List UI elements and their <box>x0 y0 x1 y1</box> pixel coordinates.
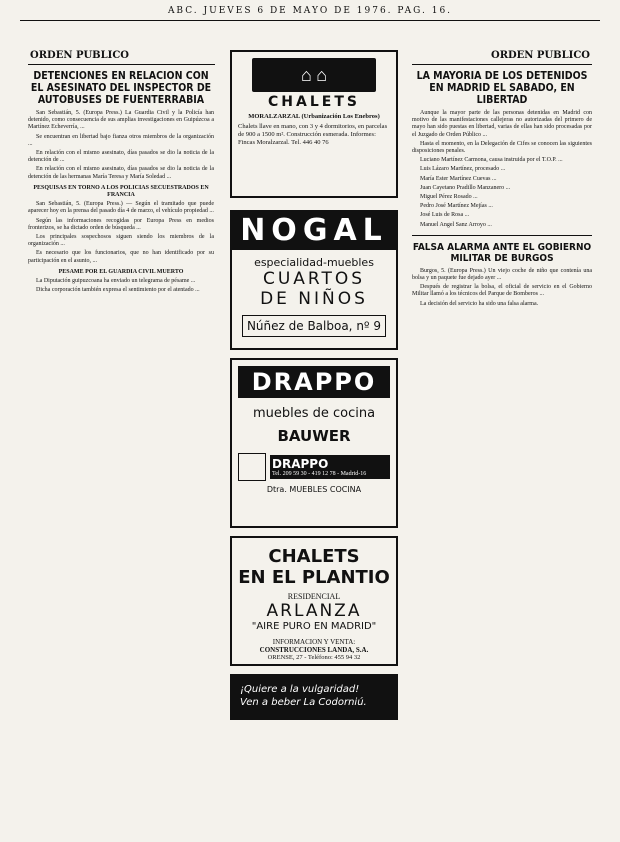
article-paragraph: Manuel Angel Sanz Arroyo ... <box>420 221 492 228</box>
article-paragraph: Los principales sospechosos siguen siendo los miembros de la organización ... <box>28 234 214 248</box>
kitchen-icon <box>238 453 266 481</box>
plantio-line4: ARLANZA <box>266 601 362 621</box>
plantio-line1: CHALETS <box>268 546 360 567</box>
article-paragraph: Miguel Pérez Rosado ... <box>420 194 478 201</box>
ad-codorniu <box>230 674 398 720</box>
article-paragraph: Después de registrar la bolsa, el oficial de servicio en el Gobierno Militar llamó a los técnicos del Parque de Bomberos ... <box>412 284 592 298</box>
article-paragraph: Dicha corporación también expresa el sentimiento por el atentado ... <box>36 287 200 294</box>
article-paragraph: Es necesario que los funcionarios, que no han identificado por su participación en el asunto, ... <box>28 250 214 264</box>
ad-chalets-moralzarzal <box>230 50 398 198</box>
article-paragraph: Juan Cayetano Pradillo Manzanero ... <box>420 184 511 191</box>
ad-text: Chalets llave en mano, con 3 y 4 dormitorios, en parcelas de 900 a 1500 m². Construcción esmerada. Informes: Fincas Moralzarzal. Tel. 446 40 76 <box>238 123 388 146</box>
section-title-right: ORDEN PUBLICO <box>490 50 590 61</box>
codorniu-line2: Ven a beber La Codorniú. <box>240 697 367 708</box>
article-paragraph: Hasta el momento, en la Delegación de Cifes se conocen las siguientes disposiciones penales. <box>412 140 592 155</box>
masthead: ABC. JUEVES 6 DE MAYO DE 1976. PAG. 16. <box>167 6 453 16</box>
ad-drappo <box>230 358 398 528</box>
article-paragraph: San Sebastián, 5. (Europa Press.) La Guardia Civil y la Policía han detenido, como consecuencia de sus amplias investigaciones en Guipúzcoa a Martínez Echeverría, ... <box>28 110 214 131</box>
plantio-line2: EN EL PLANTIO <box>238 567 390 588</box>
article-paragraph: Luis Lázaro Martínez, procesado ... <box>420 166 506 173</box>
article-paragraph: José Luis de Rosa ... <box>420 212 470 219</box>
subheading-pesame: PESAME POR EL GUARDIA CIVIL MUERTO <box>58 268 184 275</box>
section-title-left: ORDEN PUBLICO <box>30 50 130 61</box>
codorniu-line1: ¡Quiere a la vulgaridad! <box>240 684 360 695</box>
drappo-contact: Tel. 209 59 30 - 419 12 78 - Madrid-16 <box>272 471 367 477</box>
right-headline2: FALSA ALARMA ANTE EL GOBIERNO MILITAR DE BURGOS <box>412 241 592 264</box>
ad-location: MORALZARZAL (Urbanización Los Enebros) <box>248 113 380 120</box>
drappo-box <box>270 455 390 479</box>
article-paragraph: San Sebastián, 5. (Europa Press.) — Según el tramitado que puede aparecer hoy en la prensa del pasado día 4 de marzo, el vehículo propiedad ... <box>28 201 214 215</box>
plantio-line5: "AIRE PURO EN MADRID" <box>251 621 377 632</box>
plantio-line7: CONSTRUCCIONES LANDA, S.A. <box>259 646 369 654</box>
divider <box>412 235 592 236</box>
right-headline: LA MAYORIA DE LOS DETENIDOS EN MADRID EL SABADO, EN LIBERTAD <box>416 70 588 106</box>
drappo-footer-row <box>238 453 390 481</box>
article-paragraph: La decisión del servicio ha sido una falsa alarma. <box>420 300 539 307</box>
article-paragraph: Luciano Martínez Carmona, causa instruida por el T.O.P. ... <box>420 157 563 164</box>
article-paragraph: Se encuentran en libertad bajo fianza otros miembros de la organización ... <box>28 133 214 147</box>
article-paragraph: Según las informaciones recogidas por Europa Press en medios fronterizos, se ha dictado orden de búsqueda ... <box>28 217 214 231</box>
section-rule-left <box>28 64 215 65</box>
nogal-line1: especialidad-muebles <box>254 256 374 269</box>
subheading-policias: PESQUISAS EN TORNO A LOS POLICIAS SECUESTRADOS EN FRANCIA <box>33 184 209 199</box>
article-paragraph: Burgos, 5. (Europa Press.) Un viejo coche de niño que contenía una bolsa y un paquete fue dejado ayer ... <box>412 267 592 282</box>
drappo-line2: BAUWER <box>277 427 351 445</box>
ad-plantio <box>230 536 398 666</box>
left-headline: DETENCIONES EN RELACION CON EL ASESINATO DEL INSPECTOR DE AUTOBUSES DE FUENTERRABIA <box>30 70 212 106</box>
article-paragraph: La Diputación guipuzcoana ha enviado un telegrama de pésame ... <box>36 278 196 285</box>
ad-brand: CHALETS <box>268 94 360 110</box>
nogal-brand: NOGAL <box>232 212 396 250</box>
ad-nogal <box>230 210 398 350</box>
drappo-line1: muebles de cocina <box>252 406 376 421</box>
nogal-address: Núñez de Balboa, nº 9 <box>242 315 386 337</box>
section-rule-right <box>412 64 592 65</box>
plantio-line6: INFORMACION Y VENTA: <box>272 638 356 646</box>
drappo-small: DRAPPO <box>272 457 329 471</box>
plantio-line3: RESIDENCIAL <box>287 592 341 601</box>
plantio-line8: ORENSE, 27 - Teléfono: 455 94 32 <box>267 654 361 661</box>
article-paragraph: María Ester Martínez Cuevas ... <box>420 175 497 182</box>
article-paragraph: Aunque la mayor parte de las personas detenidas en Madrid con motivo de las manifestaciones callejeras no autorizadas del primero de mayo han sido puestas en libertad, varias de ellas han sido procesadas por el Juzgado de Orden Público ... <box>412 110 592 138</box>
nogal-line2: CUARTOS <box>262 269 366 289</box>
nogal-line3: DE NIÑOS <box>260 289 368 309</box>
article-paragraph: En relación con el mismo asesinato, días pasados se dio la noticia de la detención de las hermanas María Teresa y María Soledad ... <box>28 166 214 180</box>
drappo-brand: DRAPPO <box>238 366 390 398</box>
left-column <box>28 70 214 840</box>
masthead-rule <box>20 20 600 21</box>
article-paragraph: Pedro José Martínez Mejías ... <box>420 203 493 210</box>
right-column <box>412 70 592 840</box>
drappo-footer: Dtra. MUEBLES COCINA <box>266 485 362 494</box>
chalets-logo: ⌂ ⌂ <box>252 58 376 92</box>
article-paragraph: En relación con el mismo asesinato, días pasados se dio la noticia de la detención de ... <box>28 150 214 164</box>
